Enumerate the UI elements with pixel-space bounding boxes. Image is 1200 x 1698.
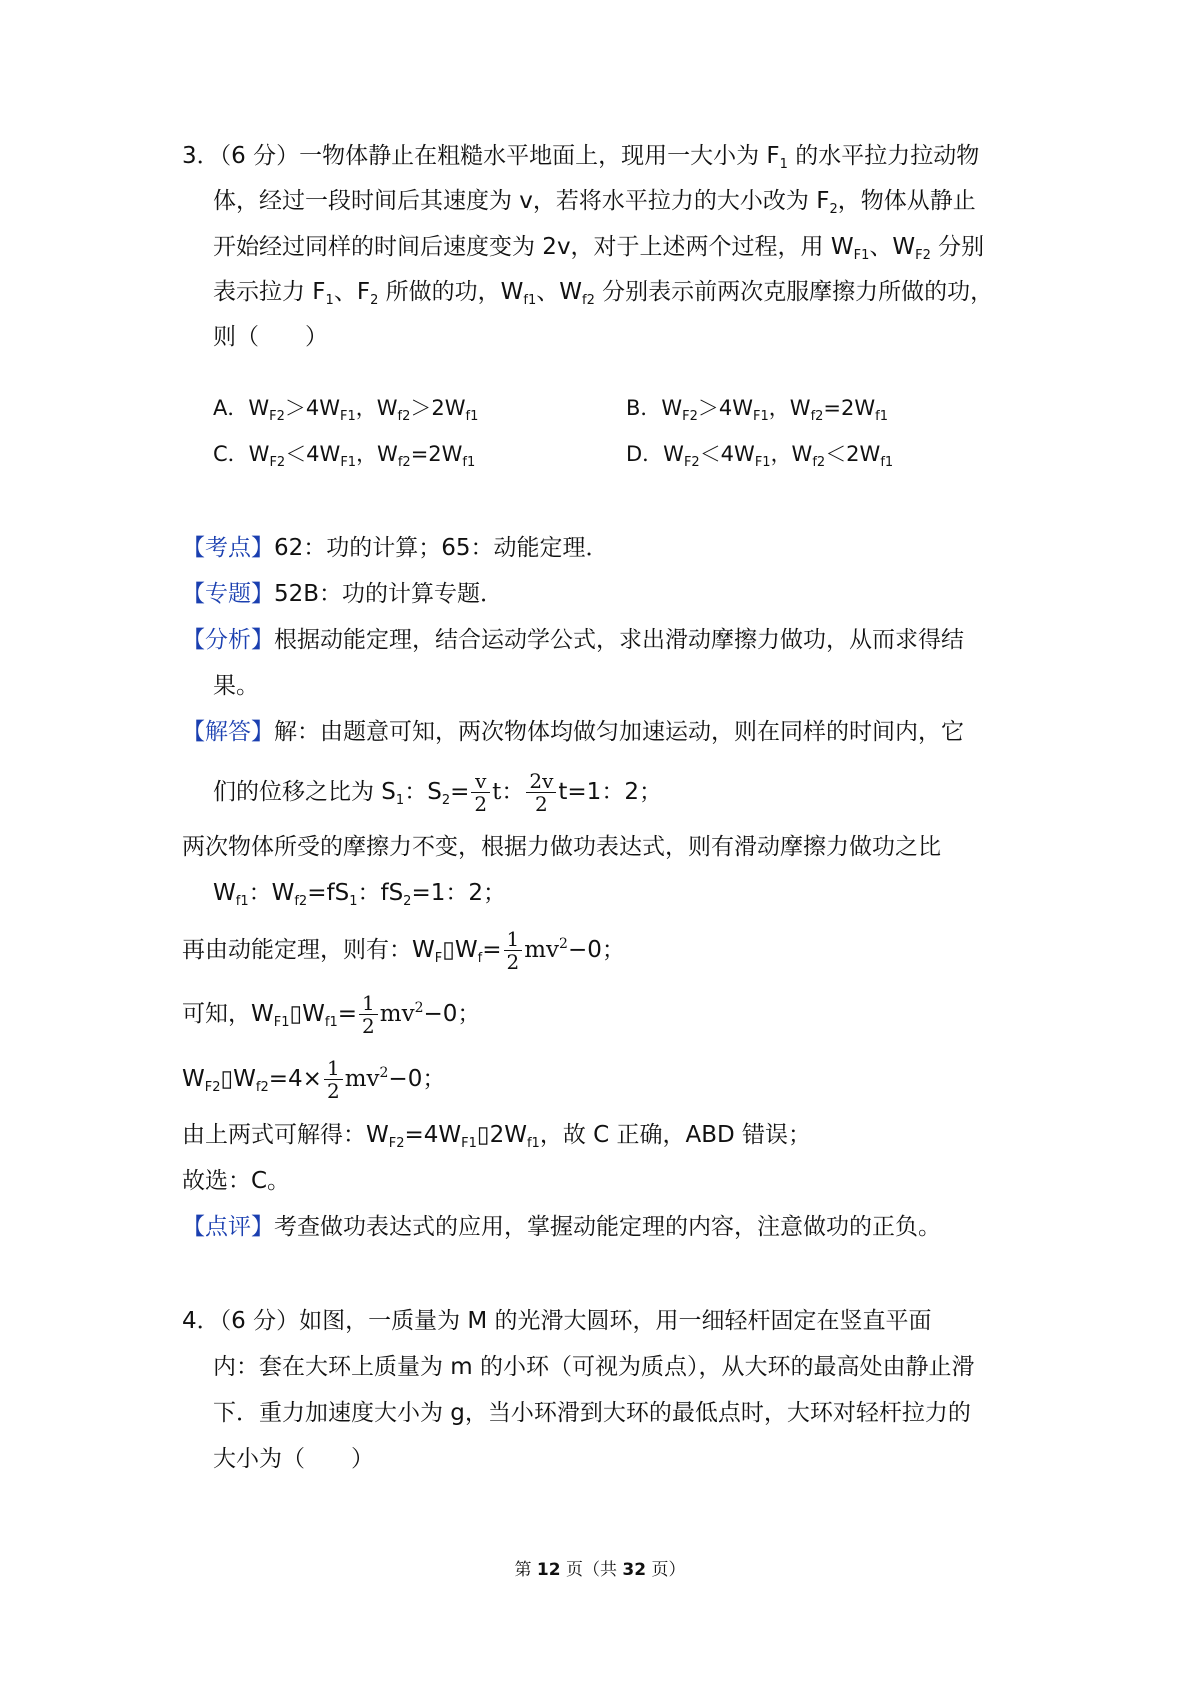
q4-line-1: 4．（6 分）如图，一质量为 M 的光滑大圆环，用一细轻杆固定在竖直平面 <box>182 1308 932 1334</box>
jieda-tag: 【解答】 <box>182 719 274 745</box>
fenxi-line-1: 【分析】根据动能定理，结合运动学公式，求出滑动摩擦力做功，从而求得结 <box>182 627 964 653</box>
option-b[interactable]: B．$W_{F2}>4W_{F1}$，$W_{f2}=2W_{f1}$ <box>626 396 889 424</box>
option-c[interactable]: C．$W_{F2}<4W_{F1}$，$W_{f2}=2W_{f1}$ <box>213 442 476 470</box>
kaodian-tag: 【考点】 <box>182 535 274 561</box>
page-total: 32 <box>622 1560 647 1580</box>
kaodian-line: 【考点】62：功的计算；65：动能定理． <box>182 535 609 561</box>
q4-line-4: 大小为（ ） <box>213 1446 374 1472</box>
fenxi-tag: 【分析】 <box>182 627 274 653</box>
q3-line-4: 表示拉力 $F_1$、$F_2$ 所做的功，$W_{f1}$、$W_{f2}$ 分别表示前两次克服摩擦力所做的功， <box>213 279 994 308</box>
equation-2: 可知，$W_{F1}▯W_{f1}=$ $\frac{1}{2}$ $mv^2-0$； <box>182 991 481 1038</box>
option-d[interactable]: D．$W_{F2}<4W_{F1}$，$W_{f2}<2W_{f1}$ <box>626 442 894 470</box>
q4-line-3: 下．重力加速度大小为 g，当小环滑到大环的最低点时，大环对轻杆拉力的 <box>213 1400 971 1426</box>
jieda-line-3: 两次物体所受的摩擦力不变，根据力做功表达式，则有滑动摩擦力做功之比 <box>182 834 941 860</box>
q3-line-2: 体，经过一段时间后其速度为 v，若将水平拉力的大小改为 $F_2$，物体从静止 <box>213 188 976 217</box>
zhuanti-line: 【专题】52B：功的计算专题． <box>182 581 504 607</box>
fraction-v-over-2: $\frac{v}{2}$ <box>471 770 490 815</box>
fraction-2v-over-2: $\frac{2v}{2}$ <box>526 770 556 815</box>
q4-line-2: 内：套在大环上质量为 m 的小环（可视为质点），从大环的最高处由静止滑 <box>213 1354 975 1380</box>
q3-line-1: 3．（6 分）一物体静止在粗糙水平地面上，现用一大小为 $F_1$ 的水平拉力拉动物 <box>182 143 980 172</box>
fraction-one-half: $\frac{1}{2}$ <box>359 992 378 1037</box>
q3-line-3: 开始经过同样的时间后速度变为 2v，对于上述两个过程，用 $W_{F1}$、$W_{F2}$ 分别 <box>213 234 985 263</box>
zhuanti-tag: 【专题】 <box>182 581 274 607</box>
dianping-tag: 【点评】 <box>182 1214 274 1240</box>
fraction-one-half: $\frac{1}{2}$ <box>504 928 523 973</box>
solve-line: 由上两式可解得：$W_{F2}=4W_{F1}▯2W_{f1}$，故 C 正确，ABD 错误； <box>182 1122 812 1151</box>
jieda-line-2: 们的位移之比为 $S_1$：$S_2=$ $\frac{v}{2}$ t： $\frac{2v}{2}$ t=1：2； <box>213 769 662 816</box>
option-a[interactable]: A．$W_{F2}>4W_{F1}$，$W_{f2}>2W_{f1}$ <box>213 396 479 424</box>
jieda-line-1: 【解答】解：由题意可知，两次物体均做匀加速运动，则在同样的时间内，它 <box>182 719 964 745</box>
equation-1: 再由动能定理，则有：$W_F▯W_f=$ $\frac{1}{2}$ $mv^2-0$； <box>182 927 625 974</box>
answer-line: 故选：C。 <box>182 1168 291 1194</box>
equation-3: $W_{F2}▯W_{f2}=4\times$ $\frac{1}{2}$ $mv^2-0$； <box>182 1056 446 1103</box>
dianping-line: 【点评】考查做功表达式的应用，掌握动能定理的内容，注意做功的正负。 <box>182 1214 941 1240</box>
q3-line-5: 则（ ） <box>213 324 328 350</box>
fraction-one-half: $\frac{1}{2}$ <box>324 1057 343 1102</box>
page-number: 12 <box>536 1560 561 1580</box>
fenxi-line-2: 果。 <box>213 673 259 699</box>
page-footer: 第 12 页（共 32 页） <box>514 1560 686 1580</box>
jieda-line-4: $W_{f1}$：$W_{f2}=fS_1$：$fS_2=1$：2； <box>213 880 506 909</box>
